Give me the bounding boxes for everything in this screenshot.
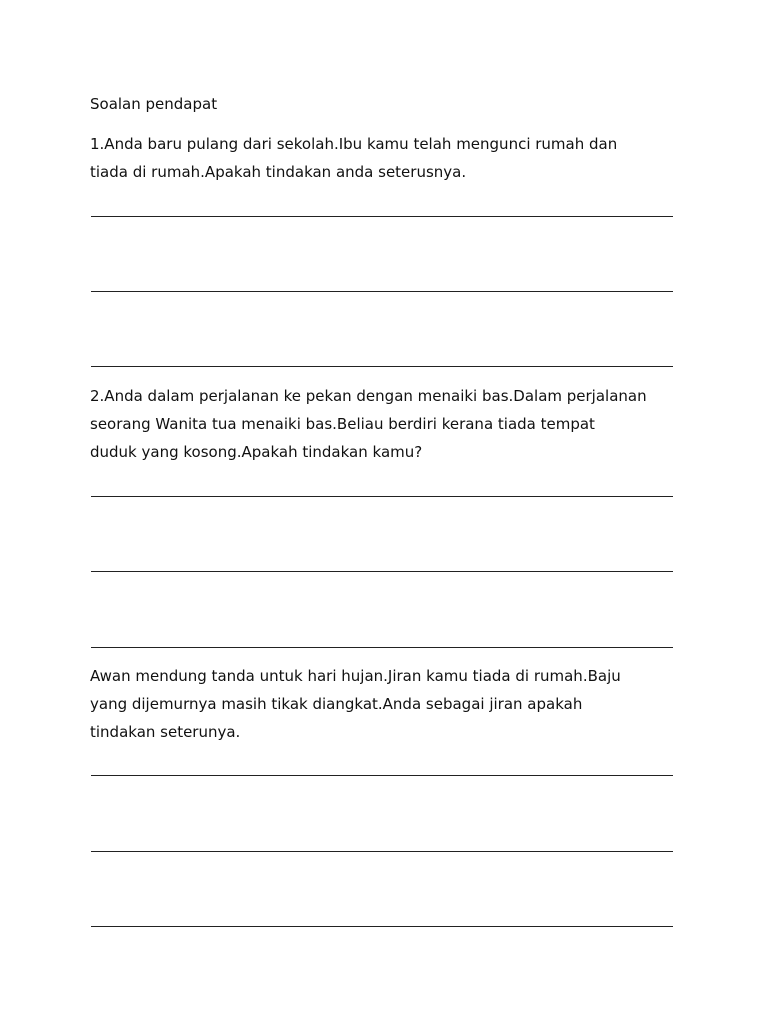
question-1-answer-line-2[interactable]: [91, 291, 673, 292]
question-1-text-line-2: tiada di rumah.Apakah tindakan anda seterusnya.: [90, 163, 467, 181]
question-2-text-line-1: 2.Anda dalam perjalanan ke pekan dengan menaiki bas.Dalam perjalanan: [90, 387, 647, 405]
worksheet-title: Soalan pendapat: [90, 95, 218, 113]
question-3-text-line-3: tindakan seterunya.: [90, 723, 241, 741]
question-2-answer-line-1[interactable]: [91, 496, 673, 497]
question-3-answer-line-1[interactable]: [91, 775, 673, 776]
question-3-answer-line-2[interactable]: [91, 851, 673, 852]
question-1-answer-line-3[interactable]: [91, 366, 673, 367]
question-3-answer-line-3[interactable]: [91, 926, 673, 927]
question-3-text-line-1: Awan mendung tanda untuk hari hujan.Jiran kamu tiada di rumah.Baju: [90, 667, 621, 685]
question-3-text-line-2: yang dijemurnya masih tikak diangkat.Anda sebagai jiran apakah: [90, 695, 583, 713]
question-1-answer-line-1[interactable]: [91, 216, 673, 217]
question-2-answer-line-3[interactable]: [91, 647, 673, 648]
question-2-answer-line-2[interactable]: [91, 571, 673, 572]
question-2-text-line-2: seorang Wanita tua menaiki bas.Beliau berdiri kerana tiada tempat: [90, 415, 595, 433]
question-2-text-line-3: duduk yang kosong.Apakah tindakan kamu?: [90, 443, 423, 461]
question-1-text-line-1: 1.Anda baru pulang dari sekolah.Ibu kamu telah mengunci rumah dan: [90, 135, 618, 153]
